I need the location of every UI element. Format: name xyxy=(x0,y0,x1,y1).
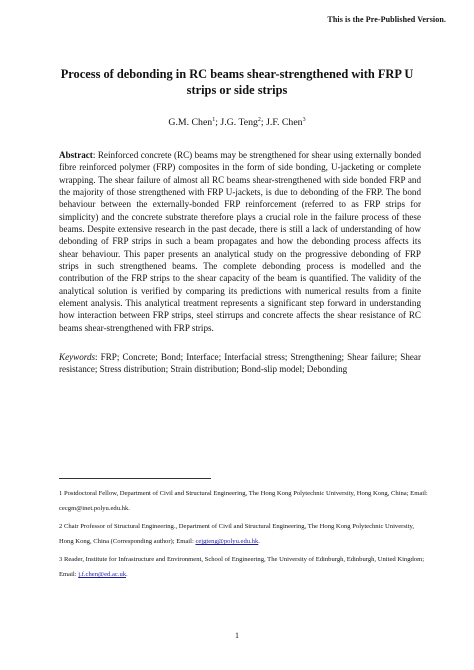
abstract xyxy=(59,149,421,334)
footnote-2 xyxy=(59,519,429,549)
abstract-body: : Reinforced concrete (RC) beams may be strengthened for shear using externally bonded fibre reinforced polymer (FRP) composites in the form of side bonding, U-jacketing or complete wrapping. The shear failure of almost all RC beams shear-strengthened with side bonded FRP and the majority of those strengthened with FRP U-jackets, is due to debonding of the FRP. The bond behaviour between the externally-bonded FRP reinforcement (referred to as FRP strips for simplicity) and the concrete substrate therefore plays a crucial role in the failure process of these beams. Despite extensive research in the past decade, there is still a lack of understanding of how debonding of FRP strips in such a beam propagates and how the debonding process affects its shear behaviour. This paper presents an analytical study on the progressive debonding of FRP strips in such strengthened beams. The complete debonding process is modelled and the contribution of the FRP strips to the shear capacity of the beam is quantified. The validity of the analytical solution is verified by comparing its predictions with numerical results from a finite element analysis. This analytical treatment represents a significant step forward in understanding how interaction between FRP strips, steel stirrups and concrete affects the shear resistance of RC beams shear-strengthened with FRP strips. xyxy=(59,150,421,333)
footnote-tail: . xyxy=(126,571,128,578)
author-separator: ; xyxy=(215,117,221,128)
footnote-1 xyxy=(59,486,429,516)
footnote-text: 2 Chair Professor of Structural Engineering., Department of Civil and Structural Engineering, The Hong Kong Polytechnic University, Hong Kong, China (Corresponding author); Email: xyxy=(59,523,415,545)
keywords-label: Keywords xyxy=(59,352,96,362)
affiliation-mark: 3 xyxy=(302,117,306,123)
footnote-3 xyxy=(59,552,429,582)
abstract-label: Abstract xyxy=(59,150,93,160)
prepub-notice: This is the Pre-Published Version. xyxy=(327,15,446,24)
page-number: 1 xyxy=(235,631,239,640)
keywords xyxy=(59,351,421,376)
author-name: J.F. Chen xyxy=(266,117,303,128)
footnotes xyxy=(59,486,429,585)
footnote-tail: . xyxy=(258,538,260,545)
footnote-text: 1 Postdoctoral Fellow, Department of Civil and Structural Engineering, The Hong Kong Polytechnic University, Hong Kong, China; Email: cecgm@inet.polyu.edu.hk. xyxy=(59,490,428,512)
email-link[interactable]: j.f.chen@ed.ac.uk xyxy=(78,571,127,578)
keywords-body: : FRP; Concrete; Bond; Interface; Interfacial stress; Strengthening; Shear failure; Shear resistance; Stress distribution; Strain distribution; Bond-slip model; Debonding xyxy=(59,352,421,375)
affiliation-mark: 1 xyxy=(212,117,216,123)
email-link[interactable]: cejgteng@polyu.edu.hk xyxy=(195,538,259,545)
author-line xyxy=(0,117,474,128)
affiliation-mark: 2 xyxy=(257,117,261,123)
footnote-divider xyxy=(59,478,211,479)
footnote-text: 3 Reader, Institute for Infrastructure and Environment, School of Engineering, The University of Edinburgh, Edinburgh, United Kingdom; Email: xyxy=(59,556,425,578)
author-name: G.M. Chen xyxy=(168,117,213,128)
author-name: J.G. Teng xyxy=(220,117,258,128)
paper-title: Process of debonding in RC beams shear-strengthened with FRP U strips or side strips xyxy=(60,67,414,97)
author-separator: ; xyxy=(260,117,267,128)
